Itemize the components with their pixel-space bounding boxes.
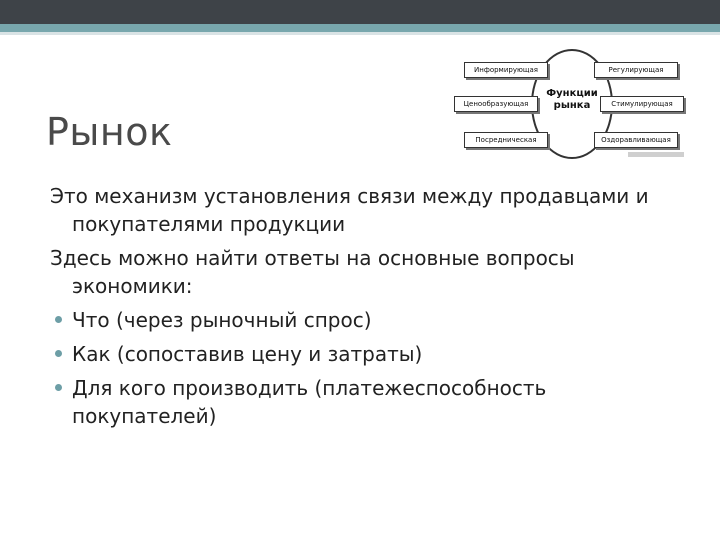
image-credit-mark: [628, 152, 684, 157]
header-bar: [0, 0, 720, 24]
bullet-text: Для кого производить (платежеспособность покупателей): [72, 376, 547, 428]
market-functions-diagram: [444, 46, 694, 164]
questions-paragraph: Здесь можно найти ответы на основные вопросы экономики:: [50, 246, 575, 298]
slide-body: [50, 182, 690, 436]
bullet-dot-icon: [55, 384, 62, 391]
definition-paragraph: Это механизм установления связи между продавцами и покупателями продукции: [50, 184, 649, 236]
bullet-dot-icon: [55, 316, 62, 323]
function-box-intermediary: Посредническая: [464, 132, 548, 148]
function-box-pricing: Ценообразующая: [454, 96, 538, 112]
bullet-for-whom: [50, 374, 690, 430]
function-box-sanitizing: Оздоравливающая: [594, 132, 678, 148]
function-box-stimulating: Стимулирующая: [600, 96, 684, 112]
diagram-center-label: Функции рынка: [546, 88, 598, 111]
function-box-informing: Информирующая: [464, 62, 548, 78]
bullet-what: [50, 306, 690, 334]
header-accent-bar: [0, 24, 720, 32]
function-box-regulating: Регулирующая: [594, 62, 678, 78]
slide-title: Рынок: [46, 110, 173, 154]
bullet-how: [50, 340, 690, 368]
bullet-text: Как (сопоставив цену и затраты): [72, 342, 423, 366]
header-divider: [0, 32, 720, 35]
bullet-dot-icon: [55, 350, 62, 357]
bullet-text: Что (через рыночный спрос): [72, 308, 372, 332]
